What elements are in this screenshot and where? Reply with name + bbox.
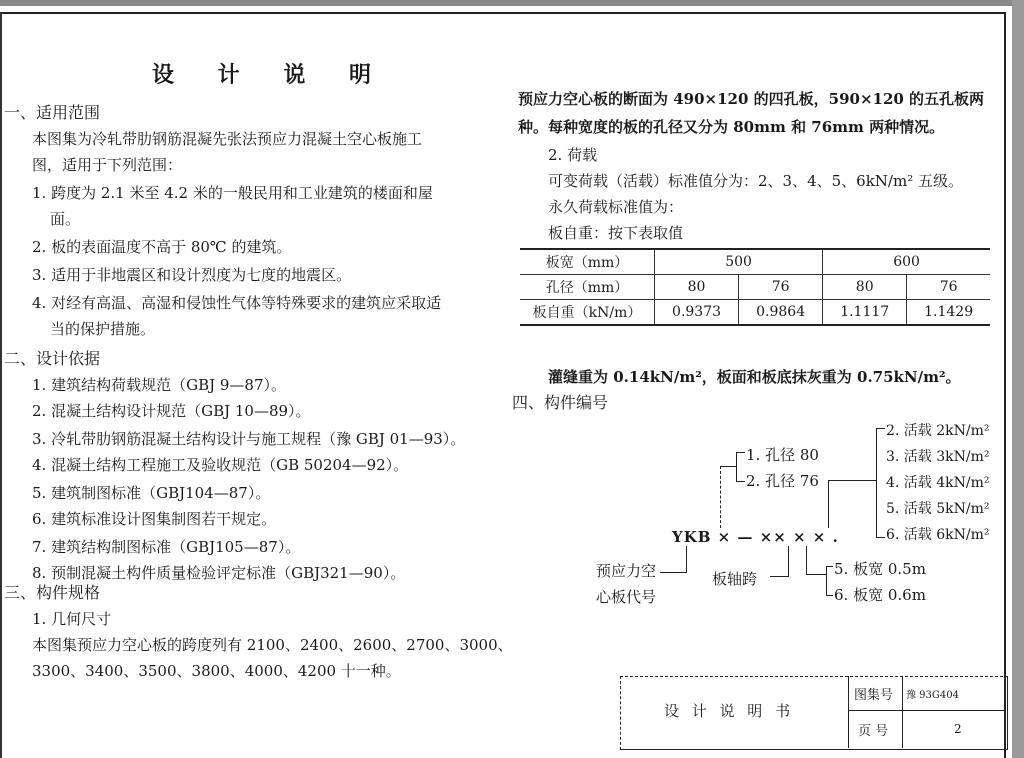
scope-item-2: 2. 板的表面温度不高于 80℃ 的建筑。	[32, 238, 292, 256]
table-cell: 80	[823, 275, 907, 300]
section-para-1: 预应力空心板的断面为 490×120 的四孔板，590×120 的五孔板两	[518, 90, 985, 108]
load-subheading: 2. 荷载	[548, 146, 598, 164]
load-leader-h	[828, 480, 876, 481]
load-line-3: 板自重：按下表取值	[548, 224, 684, 242]
table-cell: 板自重（kN/m）	[532, 305, 642, 321]
table-cell: 76	[907, 275, 990, 300]
page-number: 2	[954, 722, 962, 736]
basis-item-5: 5. 建筑制图标准（GBJ104—87）。	[32, 484, 271, 502]
scan-right-edge	[1012, 0, 1024, 758]
atlas-number: 豫 93G404	[906, 690, 959, 701]
table-cell: 600	[823, 249, 990, 275]
section-heading-basis: 二、设计依据	[4, 349, 101, 368]
table-cell: 500	[655, 249, 823, 275]
page-number-label: 页 号	[858, 724, 889, 739]
grout-plaster-weight: 灌缝重为 0.14kN/m²，板面和板底抹灰重为 0.75kN/m²。	[548, 368, 961, 386]
section-heading-scope: 一、适用范围	[4, 103, 101, 122]
load-option-2: 2. 活载 2kN/m²	[886, 423, 990, 439]
atlas-number-label: 图集号	[854, 688, 894, 703]
title-block-divider-2	[902, 676, 903, 748]
code-label-line-2: 心板代号	[596, 588, 657, 606]
basis-item-6: 6. 建筑标准设计图集制图若干规定。	[32, 510, 277, 528]
self-weight-table	[520, 248, 990, 326]
table-cell: 孔径（mm）	[545, 280, 629, 296]
spec-line-1: 本图集预应力空心板的跨度列有 2100、2400、2600、2700、3000、	[32, 636, 513, 654]
scope-intro-line-2: 图，适用于下列范围：	[32, 156, 183, 174]
load-option-6: 6. 活载 6kN/m²	[886, 527, 990, 543]
load-option-4: 4. 活载 4kN/m²	[886, 475, 990, 491]
width-leader-h	[806, 574, 826, 575]
load-bracket	[876, 428, 885, 538]
table-cell: 0.9864	[739, 300, 823, 326]
section-heading-code: 四、构件编号	[512, 393, 609, 412]
table-cell: 76	[739, 275, 823, 300]
hole-option-1: 1. 孔径 80	[746, 446, 819, 464]
frame-left-line	[0, 12, 2, 758]
table-cell: 80	[655, 275, 739, 300]
table-row	[520, 275, 990, 300]
table-cell: 1.1429	[907, 300, 990, 326]
load-leader-v	[828, 480, 829, 528]
section-heading-spec: 三、构件规格	[4, 583, 101, 602]
scope-intro-line-1: 本图集为冷轧带肋钢筋混凝先张法预应力混凝土空心板施工	[32, 130, 423, 148]
basis-item-7: 7. 建筑结构制图标准（GBJ105—87）。	[32, 538, 301, 556]
spec-subheading: 1. 几何尺寸	[32, 610, 112, 628]
basis-item-1: 1. 建筑结构荷载规范（GBJ 9—87）。	[32, 376, 286, 394]
spec-line-2: 3300、3400、3500、3800、4000、4200 十一种。	[32, 662, 401, 680]
hole-bracket	[736, 452, 745, 482]
page-title: 设 计 说 明	[152, 62, 389, 88]
code-leader-v	[686, 546, 687, 572]
title-block-name: 设 计 说 明 书	[664, 702, 795, 720]
hole-leader-tick	[720, 466, 736, 467]
span-label: 板轴跨	[712, 570, 758, 588]
span-leader-v	[788, 546, 789, 576]
basis-item-3: 3. 冷轧带肋钢筋混凝土结构设计与施工规程（豫 GBJ 01—93）。	[32, 430, 466, 448]
code-string: YKB × — ×× × × .	[672, 528, 839, 546]
width-option-5: 5. 板宽 0.5m	[834, 560, 926, 578]
span-leader-h	[770, 576, 789, 577]
width-bracket	[826, 566, 833, 596]
scope-item-1-cont: 面。	[50, 210, 81, 228]
scope-item-1: 1. 跨度为 2.1 米至 4.2 米的一般民用和工业建筑的楼面和屋	[32, 184, 433, 202]
table-row	[520, 300, 990, 326]
load-option-5: 5. 活载 5kN/m²	[886, 501, 990, 517]
scope-item-4-cont: 当的保护措施。	[50, 320, 156, 338]
section-para-1-cont: 种。每种宽度的板的孔径又分为 80mm 和 76mm 两种情况。	[518, 118, 945, 136]
table-cell: 1.1117	[823, 300, 907, 326]
table-row	[520, 249, 990, 275]
table-cell: 板宽（mm）	[545, 255, 629, 271]
hole-leader	[720, 466, 721, 528]
scope-item-3: 3. 适用于非地震区和设计烈度为七度的地震区。	[32, 266, 352, 284]
width-leader-v	[806, 546, 807, 574]
load-option-3: 3. 活载 3kN/m²	[886, 449, 990, 465]
table-cell: 0.9373	[655, 300, 739, 326]
frame-top-line	[0, 12, 1006, 14]
frame-right-line	[1004, 12, 1006, 758]
title-block-divider-h	[848, 710, 1006, 711]
scan-top-edge	[0, 0, 1024, 6]
code-leader-h	[660, 572, 687, 573]
load-line-1: 可变荷载（活载）标准值分为：2、3、4、5、6kN/m² 五级。	[548, 172, 963, 190]
title-block-divider-1	[848, 676, 849, 748]
basis-item-8: 8. 预制混凝土构件质量检验评定标准（GBJ321—90）。	[32, 564, 406, 582]
code-label-line-1: 预应力空	[596, 562, 657, 580]
basis-item-2: 2. 混凝土结构设计规范（GBJ 10—89）。	[32, 402, 311, 420]
width-option-6: 6. 板宽 0.6m	[834, 586, 926, 604]
basis-item-4: 4. 混凝土结构工程施工及验收规范（GB 50204—92）。	[32, 456, 409, 474]
load-line-2: 永久荷载标准值为：	[548, 198, 684, 216]
scope-item-4: 4. 对经有高温、高湿和侵蚀性气体等特殊要求的建筑应采取适	[32, 294, 442, 312]
hole-option-2: 2. 孔径 76	[746, 472, 819, 490]
